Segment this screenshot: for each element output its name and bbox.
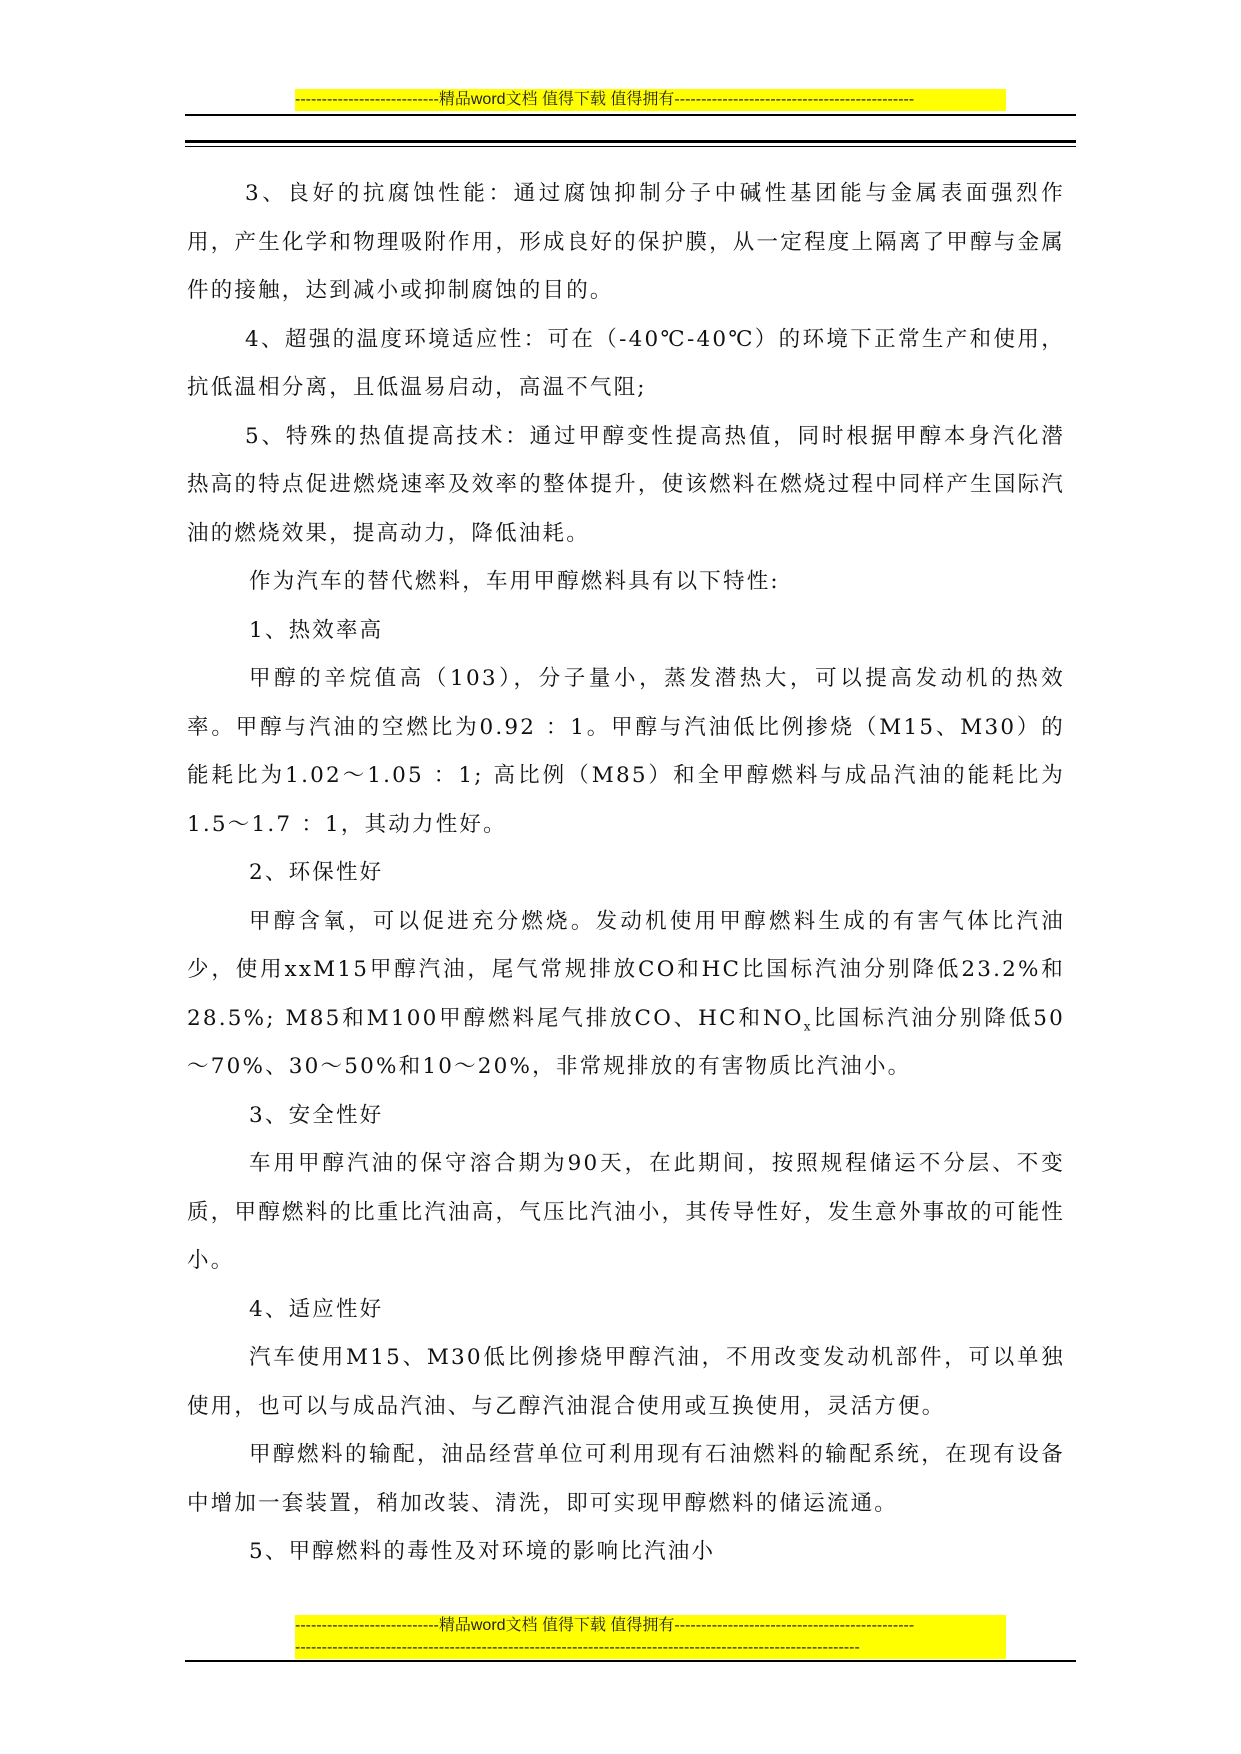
- paragraph-adaptability: 汽车使用M15、M30低比例掺烧甲醇汽油，不用改变发动机部件，可以单独使用，也可以与成品汽油、与乙醇汽油混合使用或互换使用，灵活方便。: [187, 1345, 1065, 1419]
- paragraph-corrosion: 3、良好的抗腐蚀性能：通过腐蚀抑制分子中碱性基团能与金属表面强烈作用，产生化学和物理吸附作用，形成良好的保护膜，从一定程度上隔离了甲醇与金属件的接触，达到减小或抑制腐蚀的目的。: [187, 181, 1065, 303]
- heading-environmental: 2、环保性好: [249, 860, 384, 885]
- heading-adaptability: 4、适应性好: [249, 1296, 384, 1322]
- nox-subscript: x: [803, 1018, 813, 1033]
- document-body: [187, 170, 1065, 1577]
- header-banner: ---------------------------精品word文档 值得下载 值得拥有---------------------------------------------: [295, 89, 1006, 111]
- header-double-rule-thin: [185, 146, 1076, 147]
- header-double-rule-thick: [185, 140, 1076, 143]
- header-rule: [185, 114, 1076, 116]
- paragraph-environmental-part2: 比国标汽油分别降低50～70%、30～50%和10～20%，非常规排放的有害物质比汽油小。: [187, 1005, 1066, 1079]
- paragraph-thermal-efficiency: 甲醇的辛烷值高（103），分子量小，蒸发潜热大，可以提高发动机的热效率。甲醇与汽油的空燃比为0.92 ：1。甲醇与汽油低比例掺烧（M15、M30）的能耗比为1.02～1.05 ：1; 高比例（M85）和全甲醇燃料与成品汽油的能耗比为1.5～1.7 ：1，其动力性好。: [187, 666, 1065, 837]
- paragraph-intro-properties: 作为汽车的替代燃料，车用甲醇燃料具有以下特性:: [249, 569, 780, 594]
- paragraph-distribution: 甲醇燃料的输配，油品经营单位可利用现有石油燃料的输配系统，在现有设备中增加一套装置，稍加改装、清洗，即可实现甲醇燃料的储运流通。: [187, 1442, 1065, 1516]
- footer-banner: ---------------------------精品word文档 值得下载 值得拥有---------------------------------------------: [295, 1615, 1006, 1637]
- footer-rule: [185, 1660, 1076, 1662]
- heading-toxicity: 5、甲醇燃料的毒性及对环境的影响比汽油小: [249, 1539, 716, 1564]
- heading-thermal-efficiency: 1、热效率高: [249, 617, 384, 643]
- paragraph-heat-value: 5、特殊的热值提高技术：通过甲醇变性提高热值，同时根据甲醇本身汽化潜热高的特点促进燃烧速率及效率的整体提升，使该燃料在燃烧过程中同样产生国际汽油的燃烧效果，提高动力，降低油耗。: [187, 423, 1065, 546]
- footer-dashes: ----------------------------------------------------------------------------------------------------------: [295, 1637, 1006, 1659]
- paragraph-safety: 车用甲醇汽油的保守溶合期为90天，在此期间，按照规程储运不分层、不变质，甲醇燃料的比重比汽油高，气压比汽油小，其传导性好，发生意外事故的可能性小。: [187, 1151, 1065, 1273]
- paragraph-environmental: [187, 898, 1065, 1092]
- paragraph-environmental-part1: 甲醇含氧，可以促进充分燃烧。发动机使用甲醇燃料生成的有害气体比汽油少，使用xxM15甲醇汽油，尾气常规排放CO和HC比国标汽油分别降低23.2%和28.5%; M85和M100甲醇燃料尾气排放CO、HC和NO: [187, 908, 1065, 1031]
- heading-safety: 3、安全性好: [249, 1102, 384, 1128]
- paragraph-temperature: 4、超强的温度环境适应性：可在（-40℃-40℃）的环境下正常生产和使用，抗低温相分离，且低温易启动，高温不气阻;: [187, 326, 1065, 400]
